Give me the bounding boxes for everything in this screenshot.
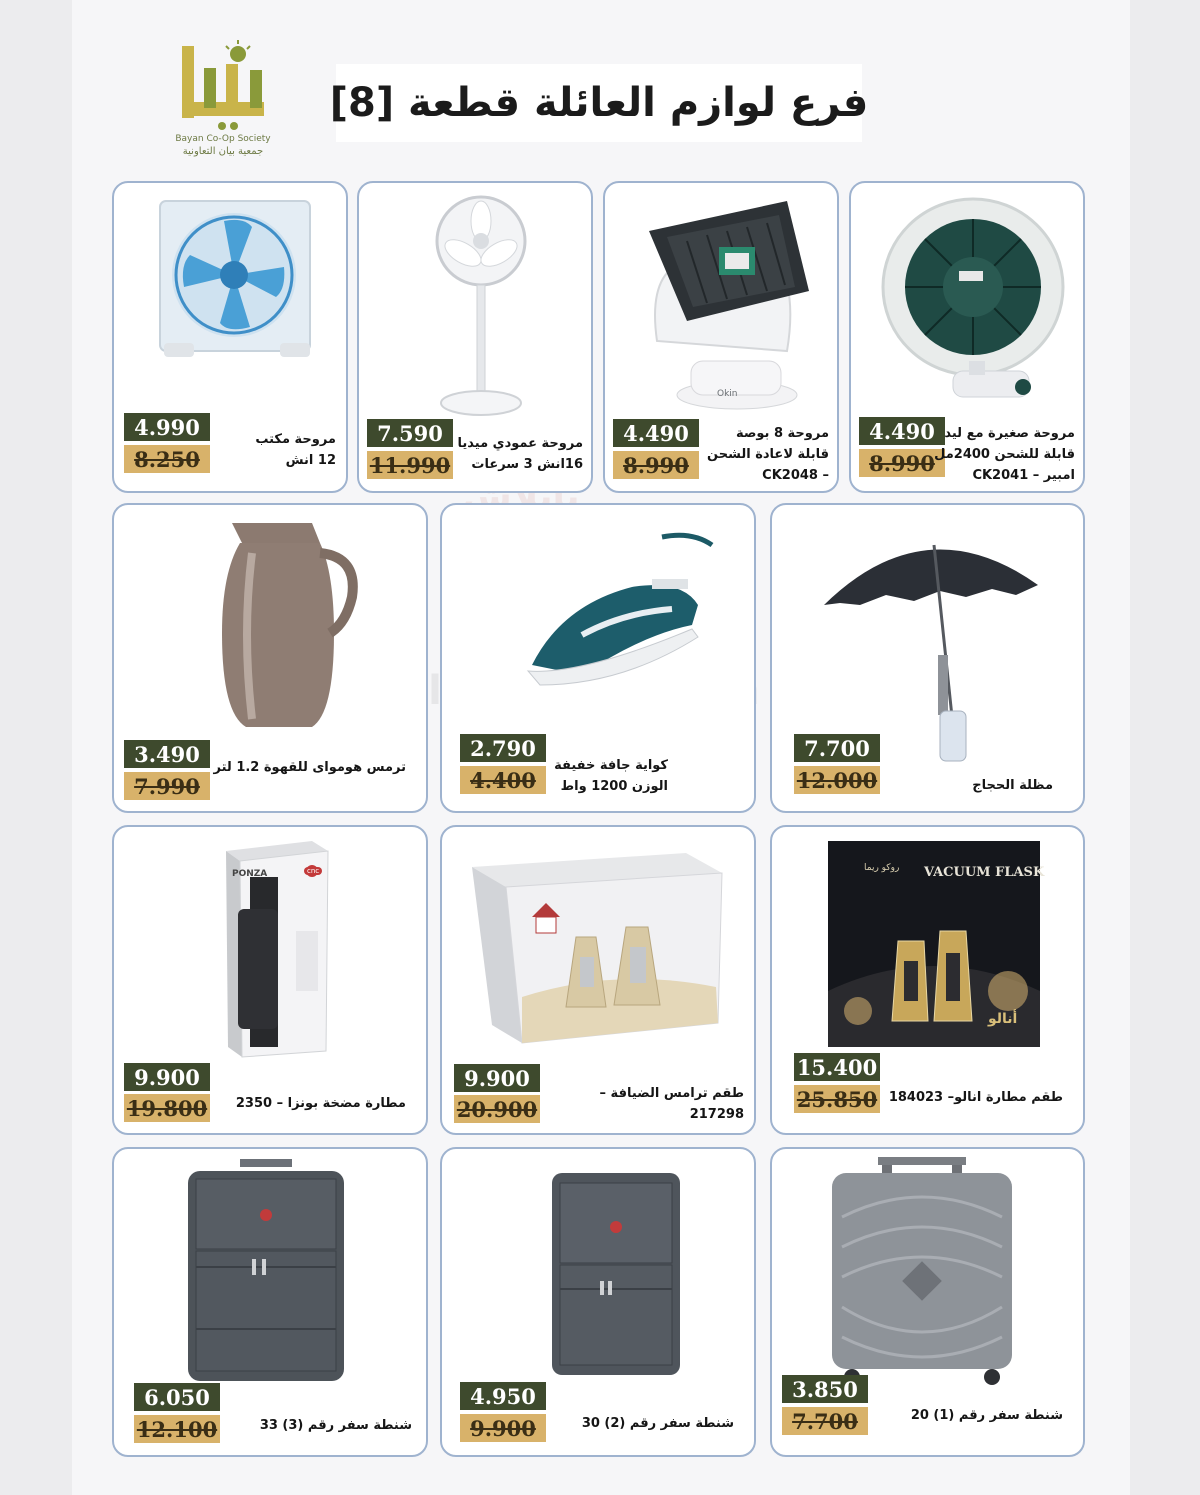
price-old: 25.850	[794, 1085, 880, 1113]
price-new: 4.490	[859, 417, 945, 445]
product-card[interactable]	[849, 181, 1085, 493]
logo	[168, 36, 278, 166]
thermos-jug-icon	[212, 513, 362, 735]
product-name-line: مروحة صغيرة مع ليد	[944, 426, 1075, 441]
product-card[interactable]	[770, 503, 1085, 813]
page-title: فرع لوازم العائلة قطعة [8]	[329, 80, 869, 126]
price-new: 7.700	[794, 734, 880, 762]
product-card[interactable]	[770, 825, 1085, 1135]
logo-english-text: Bayan Co-Op Society	[175, 134, 271, 144]
clip-fan-icon	[873, 191, 1067, 413]
stand-fan-icon	[419, 189, 549, 419]
fan-brand: Okin	[717, 389, 738, 399]
product-name-line: شنطة سفر رقم (3) 33	[259, 1418, 412, 1433]
product-name-line: 12 انش	[285, 453, 336, 468]
box-analo: أنالو	[988, 1011, 1018, 1027]
iron-icon	[522, 525, 722, 705]
box-brand: روكو ريما	[864, 863, 900, 873]
box-label: VACUUM FLASK	[924, 865, 1045, 880]
large-suitcase-icon	[182, 1159, 350, 1385]
product-name	[255, 429, 336, 471]
product-name-line: شنطة سفر رقم (2) 30	[581, 1416, 734, 1431]
product-name	[458, 433, 583, 475]
price-new: 2.790	[460, 734, 546, 762]
price-old: 12.100	[134, 1415, 220, 1443]
product-name-line: طقم مطارة انالو– 184023	[888, 1090, 1063, 1105]
price-new: 4.950	[460, 1382, 546, 1410]
product-name	[236, 1093, 406, 1114]
product-name-line: الوزن 1200 واط	[560, 779, 668, 794]
product-name-line: قابلة لاعادة الشحن	[707, 447, 829, 462]
page-title-box	[329, 64, 869, 142]
product-card[interactable]	[112, 1147, 428, 1457]
soft-suitcase-icon	[542, 1169, 690, 1379]
price-new: 3.490	[124, 740, 210, 768]
product-name-line: مظلة الحجاج	[972, 778, 1053, 793]
hospitality-set-icon	[466, 847, 728, 1047]
price-old: 8.990	[859, 449, 945, 477]
product-name-line: امبير – CK2041	[972, 468, 1075, 483]
product-name-line: مطارة مضخة بونزا – 2350	[235, 1096, 406, 1111]
price-old: 20.900	[454, 1095, 540, 1123]
price-new: 7.590	[367, 419, 453, 447]
box-ponza-badge: cnc	[304, 867, 322, 875]
product-name-line: شنطة سفر رقم (1) 20	[910, 1408, 1063, 1423]
desk-fan-icon	[627, 191, 821, 413]
box-fan-icon	[154, 197, 324, 367]
price-old: 9.900	[460, 1414, 546, 1442]
product-name-line: مروحة عمودي ميديا	[457, 436, 583, 451]
product-card[interactable]	[112, 181, 348, 493]
price-new: 3.850	[782, 1375, 868, 1403]
price-new: 15.400	[794, 1053, 880, 1081]
product-name-line: 16انش 3 سرعات	[471, 457, 583, 472]
logo-arabic-text: جمعية بيان التعاونية	[182, 146, 264, 157]
product-name-line: كواية جافة خفيفة	[554, 758, 668, 773]
price-old: 7.700	[782, 1407, 868, 1435]
product-card[interactable]	[112, 503, 428, 813]
product-name	[600, 1083, 744, 1125]
product-name	[554, 755, 668, 797]
price-old: 7.990	[124, 772, 210, 800]
price-new: 4.990	[124, 413, 210, 441]
product-name-line: مروحة مكتب	[255, 432, 336, 447]
product-name	[972, 775, 1053, 796]
product-card[interactable]	[440, 825, 756, 1135]
product-card[interactable]	[603, 181, 839, 493]
price-old: 11.990	[367, 451, 453, 479]
product-name	[707, 423, 829, 486]
price-old: 19.800	[124, 1094, 210, 1122]
price-old: 8.250	[124, 445, 210, 473]
price-old: 8.990	[613, 451, 699, 479]
price-new: 4.490	[613, 419, 699, 447]
price-new: 9.900	[124, 1063, 210, 1091]
price-new: 9.900	[454, 1064, 540, 1092]
product-name	[889, 1087, 1063, 1108]
product-card[interactable]	[112, 825, 428, 1135]
product-card[interactable]	[440, 1147, 756, 1457]
product-card[interactable]	[440, 503, 756, 813]
bayan-logo-mark	[176, 40, 270, 132]
price-old: 4.400	[460, 766, 546, 794]
product-name	[214, 757, 407, 778]
price-new: 6.050	[134, 1383, 220, 1411]
hard-suitcase-icon	[822, 1157, 1022, 1389]
box-ponza: PONZA	[232, 869, 268, 879]
product-name-line: – CK2048	[762, 468, 829, 483]
product-name-line: 217298	[689, 1107, 744, 1122]
product-name	[911, 1405, 1063, 1426]
product-name-line: قابلة للشحن 2400مل	[934, 447, 1075, 462]
product-name-line: مروحة 8 بوصة	[735, 426, 829, 441]
price-old: 12.000	[794, 766, 880, 794]
product-name-line: طقم ترامس الضيافة –	[599, 1086, 744, 1101]
product-name-line: ترمس هوموای للقهوة 1.2 لتر	[213, 760, 406, 775]
product-name	[582, 1413, 734, 1434]
product-name	[934, 423, 1075, 486]
product-card[interactable]	[770, 1147, 1085, 1457]
product-card[interactable]	[357, 181, 593, 493]
product-name	[260, 1415, 412, 1436]
